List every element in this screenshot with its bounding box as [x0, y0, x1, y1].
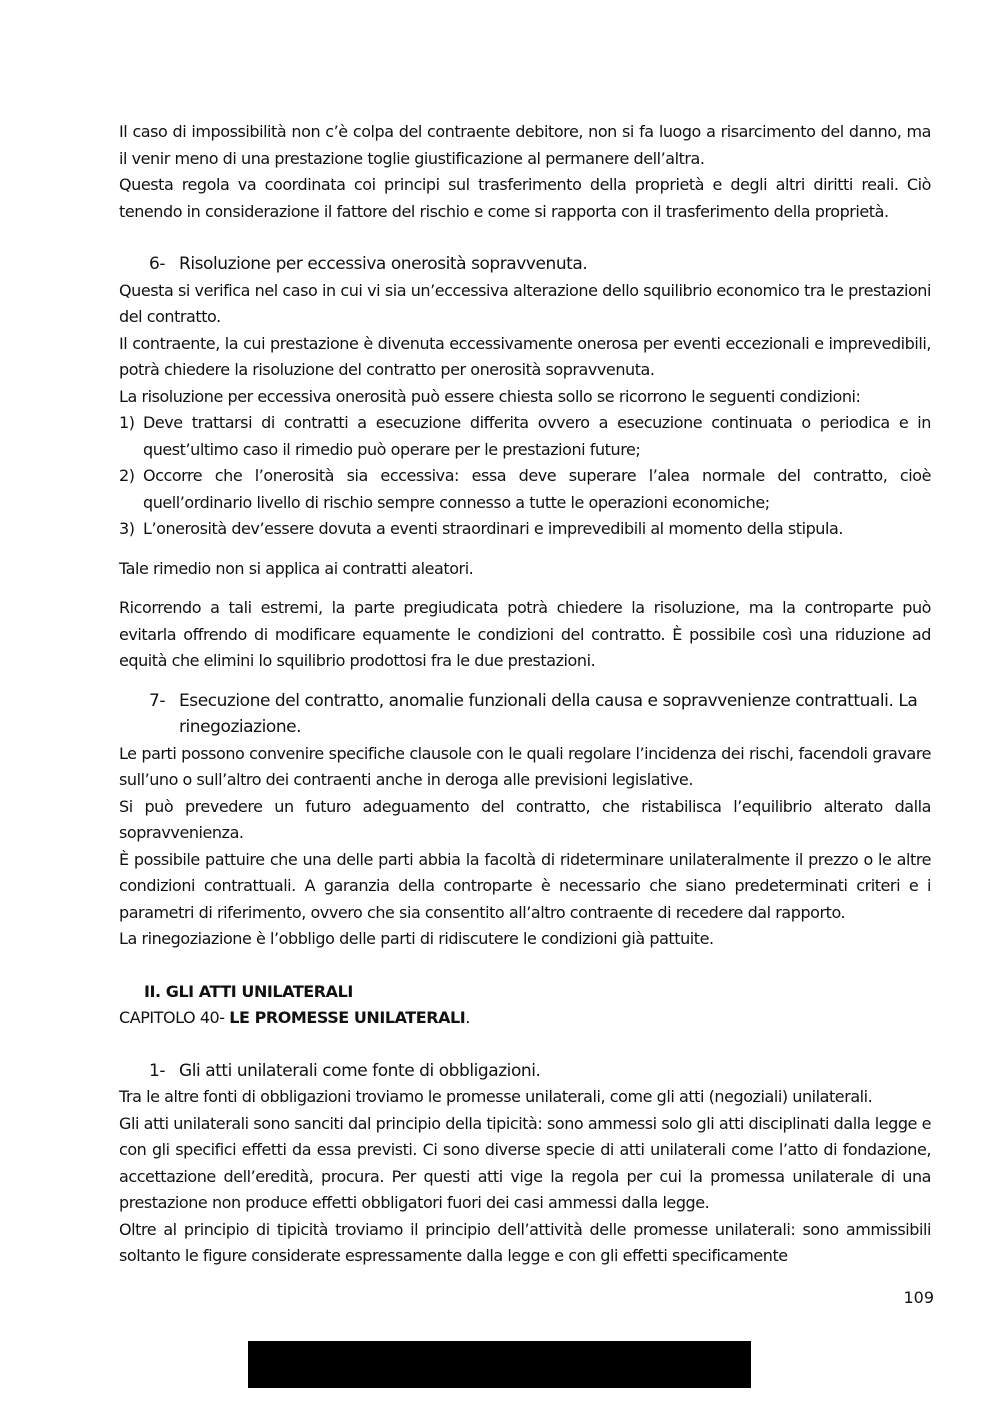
part-title: II. GLI ATTI UNILATERALI	[144, 981, 353, 1001]
chapter-suffix: .	[465, 1008, 470, 1027]
list-item	[119, 410, 931, 463]
spacer	[119, 543, 931, 556]
list-text: Deve trattarsi di contratti a esecuzione differita ovvero a esecuzione continuata o periodica e in quest’ultimo caso il rimedio può operare per le prestazioni future;	[143, 413, 931, 459]
paragraph: Le parti possono convenire specifiche clausole con le quali regolare l’incidenza dei rischi, facendoli gravare sull’uno o sull’altro dei contraenti anche in deroga alle previsioni legislative.	[119, 743, 931, 789]
paragraph: Il contraente, la cui prestazione è divenuta eccessivamente onerosa per eventi eccezionali e imprevedibili, potrà chiedere la risoluzione del contratto per onerosità sopravvenuta.	[119, 333, 931, 379]
section-heading-7	[119, 688, 931, 741]
paragraph: Questa si verifica nel caso in cui vi sia un’eccessiva alterazione dello squilibrio economico tra le prestazioni del contratto.	[119, 280, 931, 326]
chapter-prefix: CAPITOLO 40-	[119, 1008, 230, 1027]
paragraph: Tra le altre fonti di obbligazioni troviamo le promesse unilaterali, come gli atti (negoziali) unilaterali.	[119, 1087, 873, 1106]
paragraph: Oltre al principio di tipicità troviamo il principio dell’attività delle promesse unilaterali: sono ammissibili soltanto le figure considerate espressamente dalla legge e con gli effetti specificamente	[119, 1219, 931, 1265]
redaction-bar	[248, 1341, 751, 1388]
list-text: L’onerosità dev’essere dovuta a eventi straordinari e imprevedibili al momento della stipula.	[143, 519, 843, 538]
spacer	[119, 1032, 931, 1058]
chapter-title	[119, 1005, 931, 1032]
spacer	[119, 675, 931, 688]
section-title: Risoluzione per eccessiva onerosità sopravvenuta.	[179, 254, 588, 274]
paragraph: La rinegoziazione è l’obbligo delle parti di ridiscutere le condizioni già pattuite.	[119, 929, 714, 948]
section-number: 1-	[149, 1060, 166, 1081]
paragraph: La risoluzione per eccessiva onerosità può essere chiesta sollo se ricorrono le seguenti condizioni:	[119, 386, 861, 406]
paragraph: Gli atti unilaterali sono sanciti dal principio della tipicità: sono ammessi solo gli atti disciplinati dalla legge e con gli specifici effetti da essa previsti. Ci sono diverse specie di atti unilaterali come l’atto di fondazione, accettazione dell’eredità, procura. Per questi atti vige la regola per cui la promessa unilaterale di una prestazione non produce effetti obbligatori fuori dei casi ammessi dalla legge.	[119, 1113, 931, 1212]
paragraph: È possibile pattuire che una delle parti abbia la facoltà di rideterminare unilateralmente il prezzo o le altre condizioni contrattuali. A garanzia della controparte è necessario che siano predeterminati criteri e i parametri di riferimento, ovvero che sia consentito all’altro contraente di recedere dal rapporto.	[119, 849, 931, 922]
paragraph: Il caso di impossibilità non c’è colpa del contraente debitore, non si fa luogo a risarcimento del danno, ma il venir meno di una prestazione toglie giustificazione al permanere dell’altra.	[119, 122, 931, 168]
section-number: 7-	[149, 690, 166, 711]
list-text: Occorre che l’onerosità sia eccessiva: essa deve superare l’alea normale del contratto, cioè quell’ordinario livello di rischio sempre connesso a tutte le operazioni economiche;	[143, 466, 931, 512]
list-item	[119, 463, 931, 516]
section-heading-1	[119, 1058, 931, 1085]
section-number: 6-	[149, 254, 166, 274]
section-heading-6	[119, 251, 931, 278]
paragraph: Questa regola va coordinata coi principi sul trasferimento della proprietà e degli altri diritti reali. Ciò tenendo in considerazione il fattore del rischio e come si rapporta con il trasferimento della proprietà.	[119, 175, 931, 221]
page-number: 109	[903, 1288, 934, 1307]
list-item	[119, 516, 931, 543]
conditions-list	[119, 410, 931, 543]
spacer	[119, 225, 931, 251]
spacer	[119, 953, 931, 979]
paragraph: Si può prevedere un futuro adeguamento del contratto, che ristabilisca l’equilibrio alterato dalla sopravvenienza.	[119, 796, 931, 842]
section-title: Gli atti unilaterali come fonte di obbligazioni.	[179, 1060, 541, 1081]
spacer	[119, 582, 931, 595]
list-number: 2)	[119, 466, 135, 485]
paragraph: Tale rimedio non si applica ai contratti aleatori.	[119, 558, 474, 578]
list-number: 3)	[119, 519, 135, 538]
list-number: 1)	[119, 413, 135, 432]
section-title: Esecuzione del contratto, anomalie funzionali della causa e sopravvenienze contrattuali. La rinegoziazione.	[179, 690, 918, 737]
chapter-name: LE PROMESSE UNILATERALI	[229, 1008, 466, 1027]
page-content	[119, 119, 931, 1270]
paragraph: Ricorrendo a tali estremi, la parte pregiudicata potrà chiedere la risoluzione, ma la controparte può evitarla offrendo di modificare equamente le condizioni del contratto. È possibile così una riduzione ad equità che elimini lo squilibrio prodottosi fra le due prestazioni.	[119, 598, 931, 670]
